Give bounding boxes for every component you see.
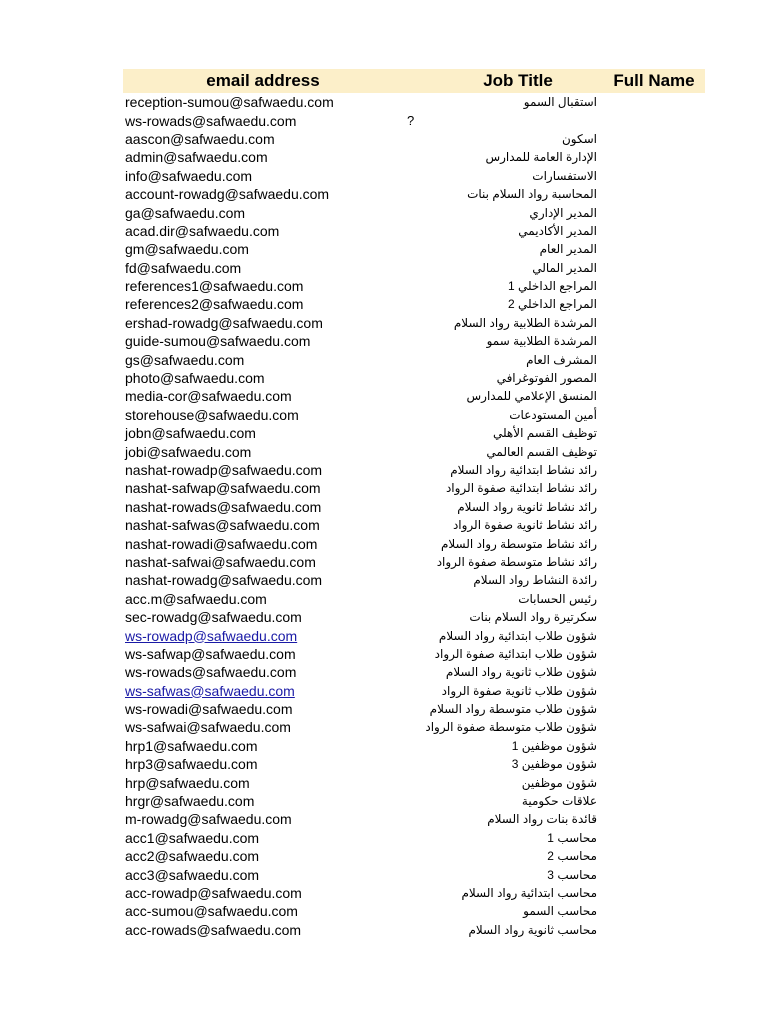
job-title-cell[interactable]: رائدة النشاط رواد السلام (473, 573, 597, 588)
email-cell[interactable]: ga@safwaedu.com (125, 204, 246, 221)
job-title-cell[interactable]: توظيف القسم العالمي (486, 444, 597, 459)
table-row[interactable] (123, 571, 705, 589)
table-row[interactable] (123, 185, 705, 203)
email-cell[interactable]: nashat-rowads@safwaedu.com (125, 498, 322, 515)
table-row[interactable] (123, 626, 705, 644)
job-title-cell[interactable]: رائد نشاط ابتدائية رواد السلام (450, 463, 597, 477)
job-title-cell[interactable]: المرشدة الطلابية رواد السلام (453, 315, 597, 330)
email-cell[interactable]: acc1@safwaedu.com (125, 829, 260, 846)
email-cell[interactable]: sec-rowadg@safwaedu.com (125, 609, 302, 626)
job-title-cell[interactable]: المراجع الداخلي 1 (507, 279, 597, 294)
job-title-cell[interactable]: محاسب 3 (547, 867, 597, 882)
table-row[interactable] (123, 498, 705, 516)
table-row[interactable] (123, 240, 705, 258)
table-row[interactable] (123, 773, 705, 791)
email-cell[interactable]: acc3@safwaedu.com (125, 866, 260, 883)
job-title-cell[interactable]: رائد نشاط متوسطة صفوة الرواد (436, 554, 597, 569)
job-title-cell[interactable]: المدير العام (539, 242, 597, 257)
table-row[interactable] (123, 130, 705, 148)
email-cell[interactable]: nashat-rowadi@safwaedu.com (125, 535, 318, 552)
job-title-cell[interactable]: المرشدة الطلابية سمو (486, 334, 597, 349)
contact-sheet (123, 69, 705, 939)
job-title-cell[interactable]: رائد نشاط ثانوية صفوة الرواد (452, 518, 597, 533)
table-row[interactable] (123, 847, 705, 865)
table-row[interactable] (123, 369, 705, 387)
job-title-cell[interactable]: سكرتيرة رواد السلام بنات (469, 610, 597, 625)
table-body (123, 93, 705, 939)
table-row[interactable] (123, 111, 705, 129)
email-cell[interactable]: references2@safwaedu.com (125, 296, 304, 313)
job-title-cell[interactable]: أمين المستودعات (509, 407, 597, 422)
email-cell[interactable]: jobi@safwaedu.com (125, 443, 252, 460)
email-cell[interactable]: admin@safwaedu.com (125, 149, 268, 166)
table-row[interactable] (123, 406, 705, 424)
email-cell[interactable]: ws-safwai@safwaedu.com (125, 719, 291, 736)
job-title-cell[interactable]: شؤون طلاب ثانوية رواد السلام (445, 665, 597, 680)
job-title-cell[interactable]: قائدة بنات رواد السلام (487, 812, 597, 827)
email-cell[interactable]: nashat-safwap@safwaedu.com (125, 480, 321, 497)
table-row[interactable] (123, 700, 705, 718)
table-row[interactable] (123, 590, 705, 608)
email-cell[interactable]: acc.m@safwaedu.com (125, 590, 267, 607)
email-cell[interactable]: info@safwaedu.com (125, 167, 253, 184)
email-cell[interactable]: aascon@safwaedu.com (125, 130, 275, 147)
job-title-cell[interactable]: توظيف القسم الأهلي (492, 426, 597, 441)
email-cell[interactable]: ershad-rowadg@safwaedu.com (125, 314, 323, 331)
table-row[interactable] (123, 829, 705, 847)
email-cell[interactable]: fd@safwaedu.com (125, 259, 242, 276)
email-cell[interactable]: ws-rowads@safwaedu.com (125, 112, 297, 129)
job-title-cell[interactable]: استقبال السمو (523, 95, 597, 110)
email-link[interactable]: ws-rowadp@safwaedu.com (125, 627, 298, 644)
job-title-cell[interactable]: المدير الأكاديمي (518, 223, 597, 238)
table-row[interactable] (123, 387, 705, 405)
table-row[interactable] (123, 442, 705, 460)
job-title-cell[interactable]: الاستفسارات (532, 168, 597, 183)
email-cell[interactable]: acc-rowads@safwaedu.com (125, 921, 302, 938)
table-row[interactable] (123, 350, 705, 368)
email-cell[interactable]: nashat-rowadp@safwaedu.com (125, 462, 323, 478)
table-row[interactable] (123, 682, 705, 700)
table-row[interactable] (123, 516, 705, 534)
email-cell[interactable]: acc-rowadp@safwaedu.com (125, 884, 302, 901)
table-row[interactable] (123, 295, 705, 313)
job-title-cell[interactable]: محاسب ثانوية رواد السلام (468, 922, 597, 937)
email-cell[interactable]: storehouse@safwaedu.com (125, 406, 299, 423)
job-title-cell[interactable]: رائد نشاط ثانوية رواد السلام (457, 499, 597, 514)
email-cell[interactable]: ws-rowadi@safwaedu.com (125, 701, 293, 718)
email-cell[interactable]: acc2@safwaedu.com (125, 848, 260, 865)
job-title-cell[interactable]: محاسب ابتدائية رواد السلام (461, 885, 597, 900)
table-row[interactable] (123, 314, 705, 332)
email-cell[interactable]: hrp3@safwaedu.com (125, 756, 258, 773)
email-cell[interactable]: guide-sumou@safwaedu.com (125, 333, 311, 350)
email-cell[interactable]: photo@safwaedu.com (125, 370, 265, 387)
email-link[interactable]: ws-safwas@safwaedu.com (125, 682, 295, 699)
email-cell[interactable]: acc-sumou@safwaedu.com (125, 903, 298, 920)
table-row[interactable] (123, 203, 705, 221)
job-title-cell[interactable]: المشرف العام (526, 352, 597, 367)
email-cell[interactable]: m-rowadg@safwaedu.com (125, 811, 292, 828)
email-cell[interactable]: gm@safwaedu.com (125, 241, 249, 258)
job-title-cell[interactable]: المصور الفوتوغرافي (496, 371, 597, 386)
table-row[interactable] (123, 921, 705, 939)
email-cell[interactable]: acad.dir@safwaedu.com (125, 222, 280, 239)
job-title-cell[interactable]: شؤون طلاب ثانوية صفوة الرواد (441, 683, 597, 698)
table-row[interactable] (123, 792, 705, 810)
table-row[interactable] (123, 93, 705, 111)
email-cell[interactable]: account-rowadg@safwaedu.com (125, 186, 330, 203)
job-title-cell[interactable]: علاقات حكومية (521, 794, 597, 809)
email-cell[interactable]: gs@safwaedu.com (125, 351, 245, 368)
job-title-cell[interactable]: اسكون (561, 131, 597, 146)
job-title-cell[interactable]: شؤون موظفين 3 (511, 757, 597, 772)
job-title-cell[interactable]: شؤون موظفين 1 (511, 738, 597, 753)
email-cell[interactable]: ws-rowads@safwaedu.com (125, 664, 297, 681)
job-title-cell[interactable]: شؤون موظفين (521, 775, 597, 790)
table-row[interactable] (123, 222, 705, 240)
table-row[interactable] (123, 718, 705, 736)
job-title-cell[interactable]: المحاسبة رواد السلام بنات (467, 187, 597, 202)
table-row[interactable] (123, 148, 705, 166)
table-row[interactable] (123, 534, 705, 552)
job-title-cell[interactable]: ? (407, 112, 415, 128)
email-cell[interactable]: reception-sumou@safwaedu.com (125, 94, 334, 111)
job-title-cell[interactable]: شؤون طلاب متوسطة صفوة الرواد (425, 720, 597, 735)
table-row[interactable] (123, 645, 705, 663)
job-title-cell[interactable]: رئيس الحسابات (518, 591, 597, 606)
job-title-cell[interactable]: محاسب 1 (547, 830, 597, 845)
job-title-cell[interactable]: محاسب السمو (523, 904, 597, 919)
table-row[interactable] (123, 277, 705, 295)
table-row[interactable] (123, 737, 705, 755)
table-row[interactable] (123, 167, 705, 185)
table-row[interactable] (123, 663, 705, 681)
job-title-cell[interactable]: المنسق الإعلامي للمدارس (466, 389, 597, 404)
job-title-cell[interactable]: محاسب 2 (547, 849, 597, 864)
table-row[interactable] (123, 461, 705, 479)
job-title-cell[interactable]: شؤون طلاب متوسطة رواد السلام (429, 702, 597, 717)
job-title-cell[interactable]: المراجع الداخلي 2 (507, 297, 597, 312)
job-title-cell[interactable]: رائد نشاط متوسطة رواد السلام (440, 536, 597, 551)
table-row[interactable] (123, 865, 705, 883)
email-cell[interactable]: media-cor@safwaedu.com (125, 388, 292, 405)
email-cell[interactable]: hrp1@safwaedu.com (125, 737, 258, 754)
table-row[interactable] (123, 608, 705, 626)
email-cell[interactable]: nashat-rowadg@safwaedu.com (125, 572, 323, 589)
table-row[interactable] (123, 884, 705, 902)
email-cell[interactable]: hrgr@safwaedu.com (125, 793, 255, 810)
email-cell[interactable]: ws-safwap@safwaedu.com (125, 645, 296, 662)
email-cell[interactable]: nashat-safwai@safwaedu.com (125, 553, 316, 570)
email-cell[interactable]: references1@safwaedu.com (125, 278, 304, 295)
job-title-cell[interactable]: المدير المالي (532, 260, 597, 275)
table-row[interactable] (123, 902, 705, 920)
table-row[interactable] (123, 755, 705, 773)
job-title-cell[interactable]: شؤون طلاب ابتدائية رواد السلام (438, 628, 597, 643)
email-cell[interactable]: nashat-safwas@safwaedu.com (125, 517, 320, 534)
job-title-cell[interactable]: المدير الإداري (529, 205, 597, 220)
header-full-name[interactable]: Full Name (613, 71, 695, 90)
header-job-title[interactable]: Job Title (483, 71, 553, 90)
header-row (123, 69, 705, 93)
table-row[interactable] (123, 332, 705, 350)
email-cell[interactable]: jobn@safwaedu.com (125, 425, 256, 442)
header-email[interactable]: email address (206, 71, 320, 90)
email-cell[interactable]: hrp@safwaedu.com (125, 774, 250, 791)
job-title-cell[interactable]: شؤون طلاب ابتدائية صفوة الرواد (434, 646, 597, 661)
table-row[interactable] (123, 810, 705, 828)
job-title-cell[interactable]: الإدارة العامة للمدارس (485, 150, 597, 165)
table-row[interactable] (123, 259, 705, 277)
table-row[interactable] (123, 479, 705, 497)
table-row[interactable] (123, 553, 705, 571)
job-title-cell[interactable]: رائد نشاط ابتدائية صفوة الرواد (445, 481, 597, 496)
table-row[interactable] (123, 424, 705, 442)
